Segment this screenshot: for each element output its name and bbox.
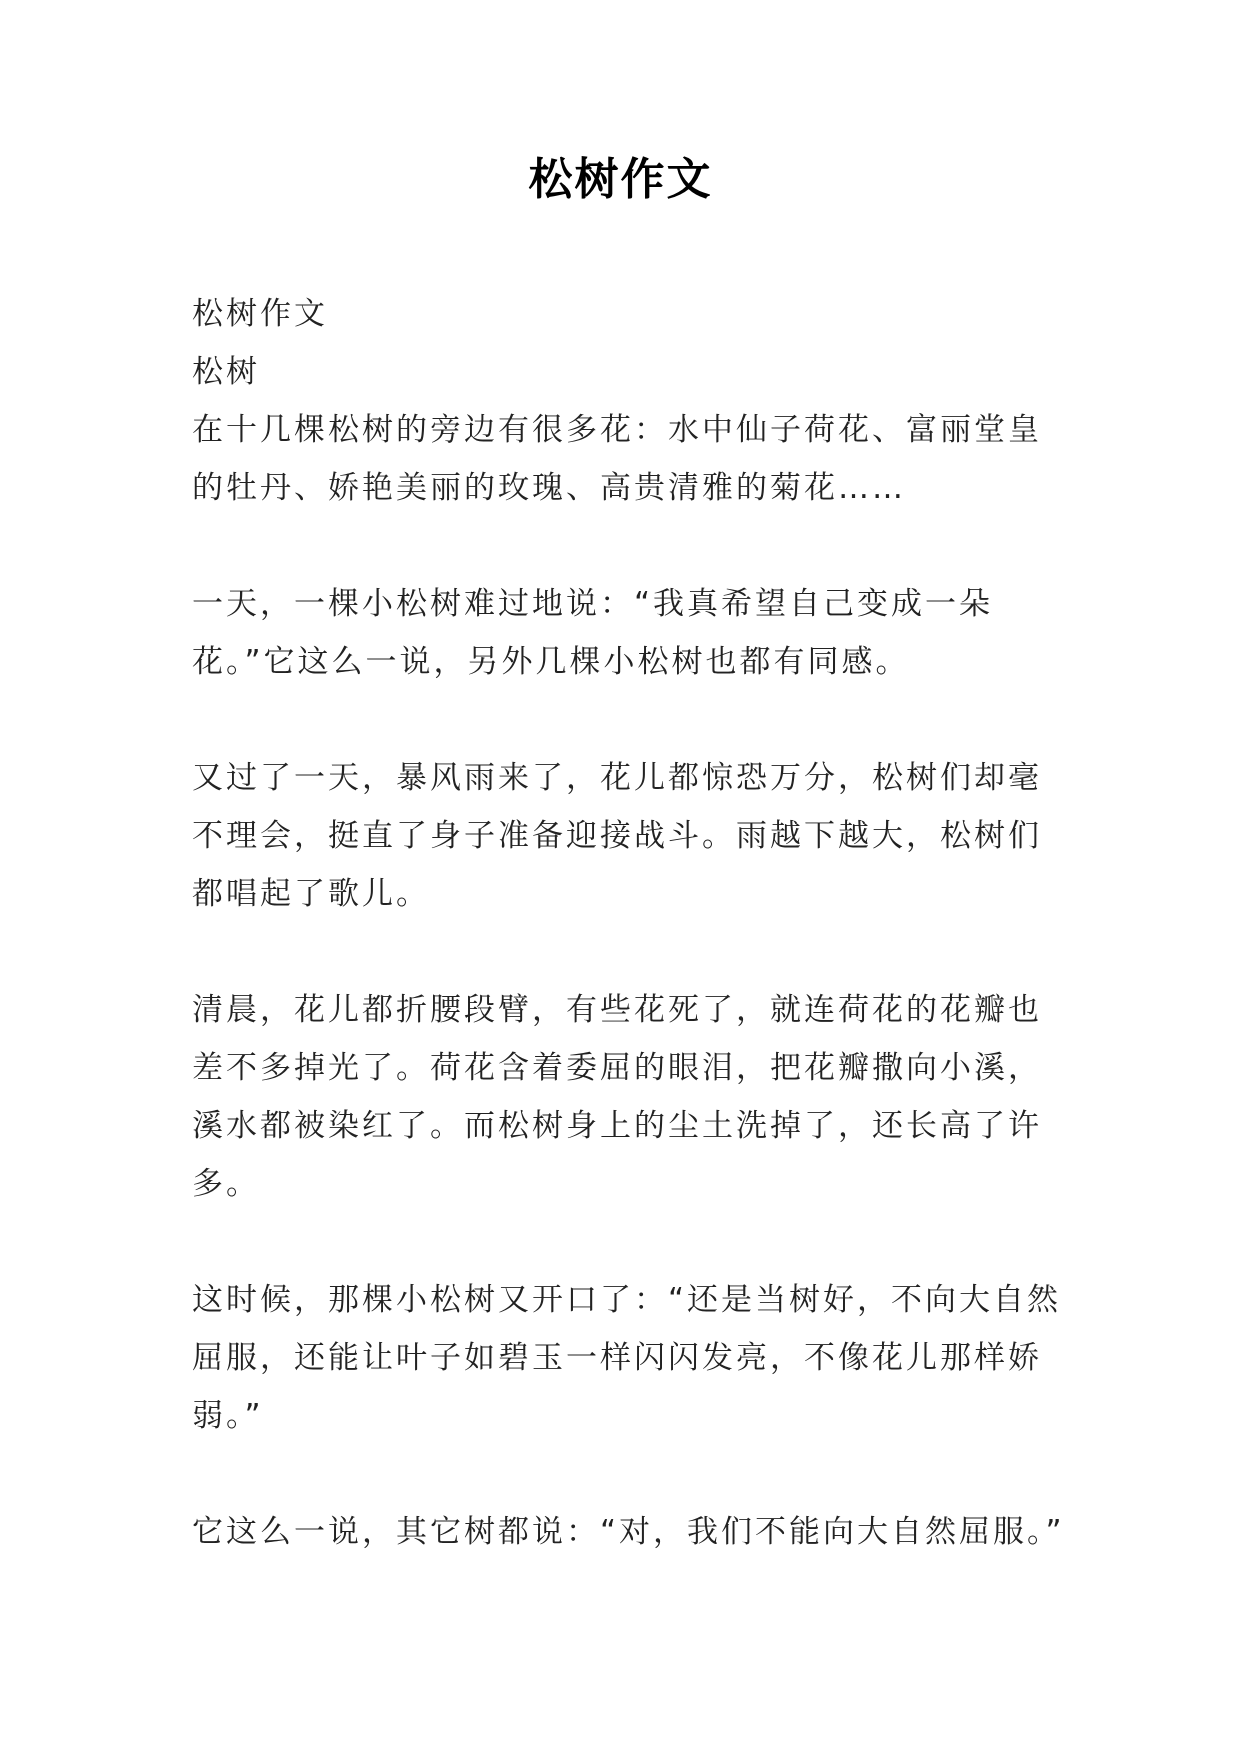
document-body bbox=[192, 285, 1072, 1619]
paragraph-1: 在十几棵松树的旁边有很多花：水中仙子荷花、富丽堂皇的牡丹、娇艳美丽的玫瑰、高贵清雅的菊花…… bbox=[192, 412, 1042, 506]
heading-line: 松树作文 bbox=[192, 296, 328, 332]
paragraph-5: 这时候，那棵小松树又开口了：“还是当树好，不向大自然屈服，还能让叶子如碧玉一样闪闪发亮，不像花儿那样娇弱。” bbox=[192, 1282, 1062, 1434]
page-title: 松树作文 bbox=[528, 154, 713, 205]
paragraph-4: 清晨，花儿都折腰段臂，有些花死了，就连荷花的花瓣也差不多掉光了。荷花含着委屈的眼泪，把花瓣撒向小溪，溪水都被染红了。而松树身上的尘土洗掉了，还长高了许多。 bbox=[192, 992, 1042, 1202]
paragraph-3: 又过了一天，暴风雨来了，花儿都惊恐万分，松树们却毫不理会，挺直了身子准备迎接战斗。雨越下越大，松树们都唱起了歌儿。 bbox=[192, 760, 1042, 912]
paragraph-2: 一天，一棵小松树难过地说：“我真希望自己变成一朵花。”它这么一说，另外几棵小松树也都有同感。 bbox=[192, 586, 994, 680]
subheading-line: 松树 bbox=[192, 354, 260, 390]
paragraph-6: 它这么一说，其它树都说：“对，我们不能向大自然屈服。” bbox=[192, 1514, 1065, 1550]
